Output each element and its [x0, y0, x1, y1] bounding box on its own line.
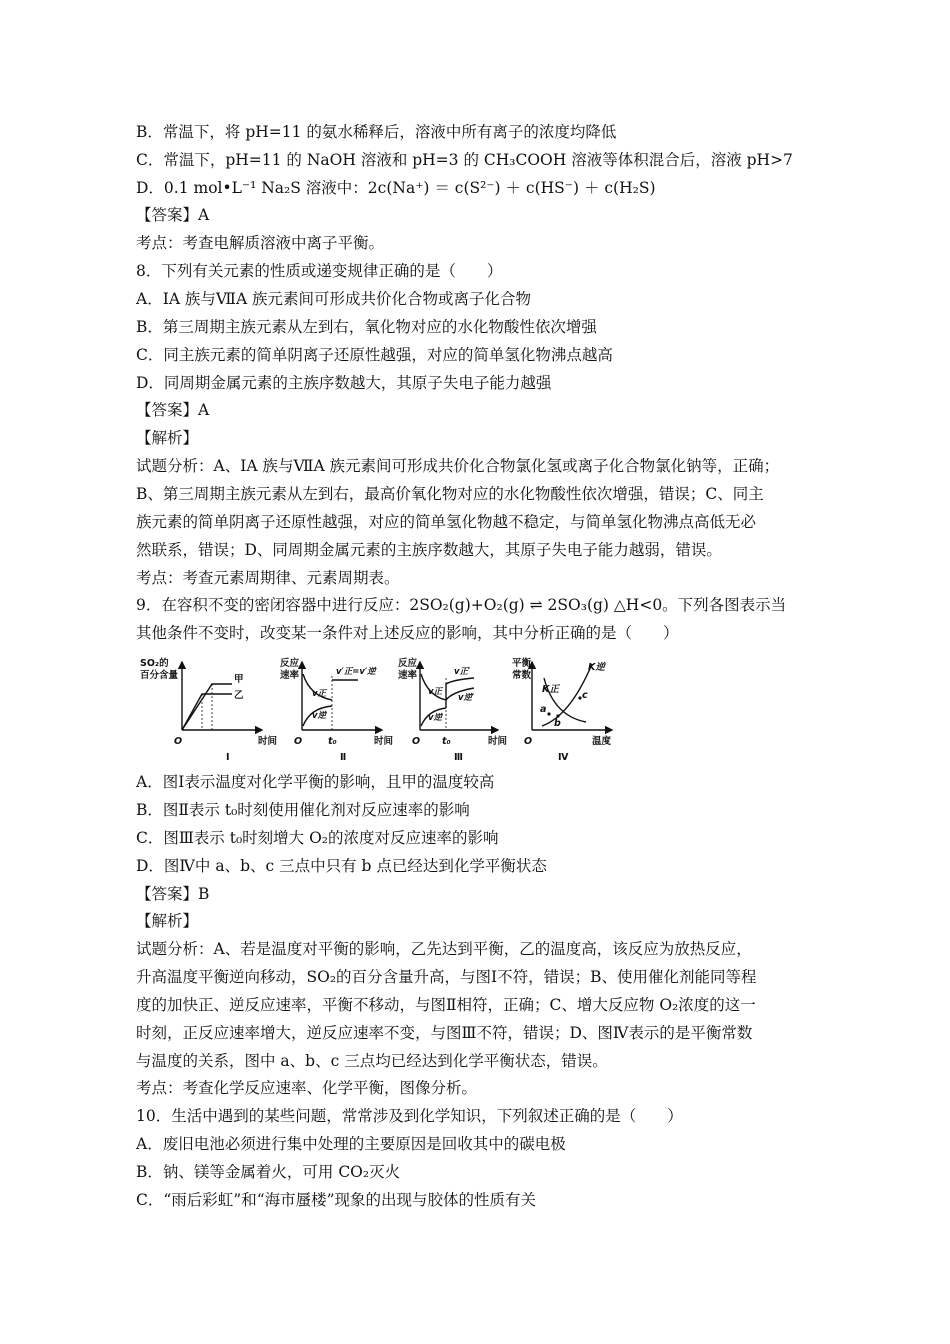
graph-1	[182, 662, 262, 730]
g2-ylabel-2: 速率	[280, 670, 300, 681]
g4-xlabel: 温度	[592, 736, 612, 747]
g1-label-yi: 乙	[234, 690, 244, 701]
answer-q8: 【答案】A	[136, 401, 210, 419]
g3-origin: O	[412, 736, 421, 747]
g1-label-jia: 甲	[234, 674, 244, 685]
option-c-q9: C．图Ⅲ表示 t₀时刻增大 O₂的浓度对反应速率的影响	[136, 829, 499, 847]
figure-graphs	[140, 654, 620, 766]
question-9-line1: 9．在容积不变的密闭容器中进行反应：2SO₂(g)+O₂(g) ⇌ 2SO₃(g) △H<0。下列各图表示当	[136, 596, 787, 614]
option-a-q8: A．ⅠA 族与ⅦA 族元素间可形成共价化合物或离子化合物	[136, 290, 532, 308]
option-c-q10: C．“雨后彩虹”和“海市蜃楼”现象的出现与胶体的性质有关	[136, 1191, 537, 1209]
g3-t0: t₀	[442, 736, 451, 747]
analysis-q8-line4: 然联系，错误；D、同周期金属元素的主族序数越大，其原子失电子能力越弱，错误。	[136, 541, 722, 559]
kaodian-q8: 考点：考查元素周期律、元素周期表。	[136, 569, 400, 587]
g1-xlabel: 时间	[258, 736, 278, 747]
option-d-q7: D．0.1 mol•L⁻¹ Na₂S 溶液中：2c(Na⁺) ＝ c(S²⁻) ＋ c(HS⁻) ＋ c(H₂S)	[136, 179, 656, 197]
g3-numeral: Ⅲ	[454, 752, 463, 763]
question-8: 8．下列有关元素的性质或递变规律正确的是（ ）	[136, 262, 503, 280]
g1-numeral: Ⅰ	[226, 752, 230, 763]
kaodian-q7: 考点：考查电解质溶液中离子平衡。	[136, 234, 385, 252]
analysis-q8-line2: B、第三周期主族元素从左到右，最高价氧化物对应的水化物酸性依次增强，错误；C、同主	[136, 485, 764, 503]
option-a-q10: A．废旧电池必须进行集中处理的主要原因是回收其中的碳电极	[136, 1135, 566, 1153]
g3-ylabel-2: 速率	[398, 670, 418, 681]
g2-label-vn: v逆	[312, 711, 327, 721]
answer-q9: 【答案】B	[136, 885, 210, 903]
analysis-q9-line2: 升高温度平衡逆向移动，SO₂的百分含量升高，与图Ⅰ不符，错误；B、使用催化剂能同等程	[136, 968, 757, 986]
g2-label-veq: v′正=v′逆	[336, 667, 376, 677]
analysis-q9-line1: 试题分析：A、若是温度对平衡的影响，乙先达到平衡，乙的温度高，该反应为放热反应，	[136, 940, 752, 958]
g3-label-vn: v逆	[428, 713, 443, 723]
analysis-heading-q8: 【解析】	[136, 429, 199, 447]
question-9-line2: 其他条件不变时，改变某一条件对上述反应的影响，其中分析正确的是（ ）	[136, 624, 679, 642]
g3-label-vz2: v正′	[454, 667, 471, 677]
g4-numeral: Ⅳ	[558, 752, 569, 763]
option-a-q9: A．图Ⅰ表示温度对化学平衡的影响，且甲的温度较高	[136, 773, 495, 791]
option-b-q10: B．钠、镁等金属着火，可用 CO₂灭火	[136, 1163, 401, 1181]
answer-q7: 【答案】A	[136, 206, 210, 224]
kaodian-q9: 考点：考查化学反应速率、化学平衡，图像分析。	[136, 1079, 478, 1097]
option-b-q7: B．常温下，将 pH=11 的氨水稀释后，溶液中所有离子的浓度均降低	[136, 123, 617, 141]
question-10: 10．生活中遇到的某些问题，常常涉及到化学知识，下列叙述正确的是（ ）	[136, 1107, 683, 1125]
option-c-q7: C．常温下，pH=11 的 NaOH 溶液和 pH=3 的 CH₃COOH 溶液等体积混合后，溶液 pH>7	[136, 151, 793, 169]
g2-label-vz: v正	[312, 689, 327, 699]
g1-origin: O	[174, 736, 183, 747]
option-d-q8: D．同周期金属元素的主族序数越大，其原子失电子能力越强	[136, 374, 552, 392]
option-c-q8: C．同主族元素的简单阴离子还原性越强，对应的简单氢化物沸点越高	[136, 346, 613, 364]
g4-origin: O	[524, 736, 533, 747]
g3-label-vn2: v逆′	[458, 693, 475, 703]
g2-xlabel: 时间	[374, 736, 394, 747]
g3-xlabel: 时间	[488, 736, 508, 747]
g2-ylabel-1: 反应	[280, 658, 300, 669]
analysis-q9-line3: 度的加快正、逆反应速率，平衡不移动，与图Ⅱ相符，正确；C、增大反应物 O₂浓度的这一	[136, 996, 756, 1014]
g4-ylabel-2: 常数	[512, 670, 532, 681]
g4-label-kn: K逆	[588, 662, 605, 673]
g1-ylabel-1: SO₂的	[140, 658, 169, 669]
analysis-q8-line1: 试题分析：A、ⅠA 族与ⅦA 族元素间可形成共价化合物氯化氢或离子化合物氯化钠等，正确；	[136, 457, 780, 475]
g3-ylabel-1: 反应	[398, 658, 418, 669]
g4-ylabel-1: 平衡	[512, 658, 532, 669]
g1-ylabel-2: 百分含量	[140, 670, 179, 681]
analysis-heading-q9: 【解析】	[136, 912, 199, 930]
g4-label-a: a	[540, 704, 547, 715]
analysis-q8-line3: 族元素的简单阴离子还原性越强，对应的简单氢化物越不稳定，与简单氢化物沸点高低无必	[136, 513, 757, 531]
option-b-q9: B．图Ⅱ表示 t₀时刻使用催化剂对反应速率的影响	[136, 801, 470, 819]
option-d-q9: D．图Ⅳ中 a、b、c 三点中只有 b 点已经达到化学平衡状态	[136, 857, 547, 875]
g2-t0: t₀	[328, 736, 337, 747]
g4-label-b: b	[554, 718, 561, 729]
g2-origin: O	[294, 736, 303, 747]
g4-label-c: c	[582, 690, 588, 701]
analysis-q9-line5: 与温度的关系，图中 a、b、c 三点均已经达到化学平衡状态，错误。	[136, 1052, 608, 1070]
g3-label-vz: v正	[428, 687, 443, 697]
option-b-q8: B．第三周期主族元素从左到右，氧化物对应的水化物酸性依次增强	[136, 318, 597, 336]
g2-numeral: Ⅱ	[340, 752, 347, 763]
g4-label-kz: K正	[542, 684, 559, 695]
analysis-q9-line4: 时刻，正反应速率增大，逆反应速率不变，与图Ⅲ不符，错误；D、图Ⅳ表示的是平衡常数	[136, 1024, 753, 1042]
